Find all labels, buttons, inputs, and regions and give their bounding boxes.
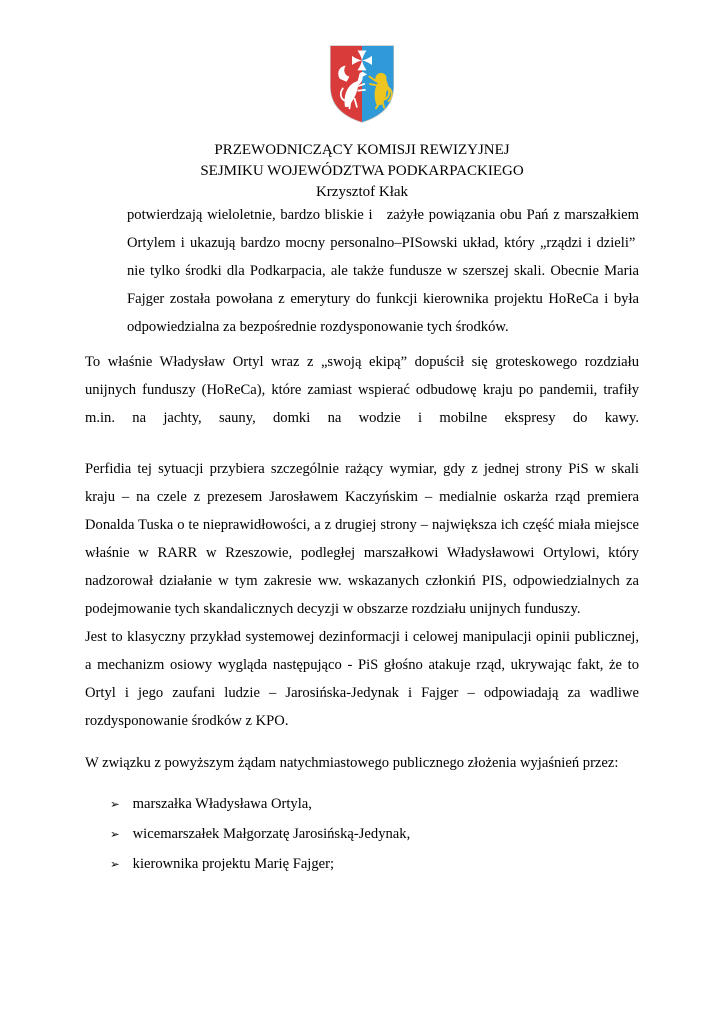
header-title-line-2: SEJMIKU WOJEWÓDZTWA PODKARPACKIEGO [200, 163, 524, 179]
arrow-bullet-icon: ➢ [110, 797, 120, 811]
header-title-line-1: PRZEWODNICZĄCY KOMISJI REWIZYJNEJ [214, 142, 510, 158]
list-item-marshal [110, 789, 639, 819]
crest-container [0, 42, 724, 126]
list-item-text: marszałka Władysława Ortyla, [132, 796, 312, 812]
podkarpackie-coat-of-arms-icon [325, 42, 399, 126]
document-body [85, 201, 639, 879]
demands-list [85, 789, 639, 879]
arrow-bullet-icon: ➢ [110, 857, 120, 871]
arrow-bullet-icon: ➢ [110, 827, 120, 841]
document-header [0, 140, 724, 203]
paragraph-4: Jest to klasyczny przykład systemowej dezinformacji i celowej manipulacji opinii publicznej, a mechanizm osiowy wygląda następująco - PiS głośno atakuje rząd, ukrywając fakt, że to Ortyl i jego zaufani ludzie – Jarosińska-Jedynak i Fajger – odpowiadają za wadliwe rozdysponowanie środków z KPO. [85, 629, 639, 729]
paragraph-5-demand: W związku z powyższym żądam natychmiastowego publicznego złożenia wyjaśnień przez: [85, 755, 619, 771]
header-author-name: Krzysztof Kłak [315, 184, 409, 200]
paragraph-1: potwierdzają wieloletnie, bardzo bliskie i zażyłe powiązania obu Pań z marszałkiem Ortylem i ukazują bardzo mocny personalno–PISowski układ, który „rządzi i dzieli” nie tylko środki dla Podkarpacia, ale także fundusze w szerszej skali. Obecnie Maria Fajger została powołana z emerytury do funkcji kierownika projektu HoReCa i była odpowiedzialna za bezpośrednie rozdysponowanie tych środków. [127, 207, 639, 335]
paragraph-3: Perfidia tej sytuacji przybiera szczególnie rażący wymiar, gdy z jednej strony PiS w skali kraju – na czele z prezesem Jarosławem Kaczyńskim – medialnie oskarża rząd premiera Donalda Tuska o te nieprawidłowości, a z drugiej strony – największa ich część miała miejsce właśnie w RARR w Rzeszowie, podległej marszałkowi Władysławowi Ortylowi, który nadzorował działanie w tym zakresie ww. wskazanych członkiń PIS, odpowiedzialnych za podejmowanie tych skandalicznych decyzji w obszarze rozdziału unijnych funduszy. [85, 461, 639, 617]
list-item-vice-marshal [110, 819, 639, 849]
list-item-text: kierownika projektu Marię Fajger; [132, 856, 335, 872]
paragraph-2: To właśnie Władysław Ortyl wraz z „swoją ekipą” dopuścił się groteskowego rozdziału unijnych funduszy (HoReCa), które zamiast wspierać odbudowę kraju po pandemii, trafiły m.in. na jachty, sauny, domki na wodzie i mobilne ekspresy do kawy. [85, 354, 639, 426]
list-item-text: wicemarszałek Małgorzatę Jarosińską-Jedynak, [132, 826, 411, 842]
list-item-project-manager [110, 849, 639, 879]
